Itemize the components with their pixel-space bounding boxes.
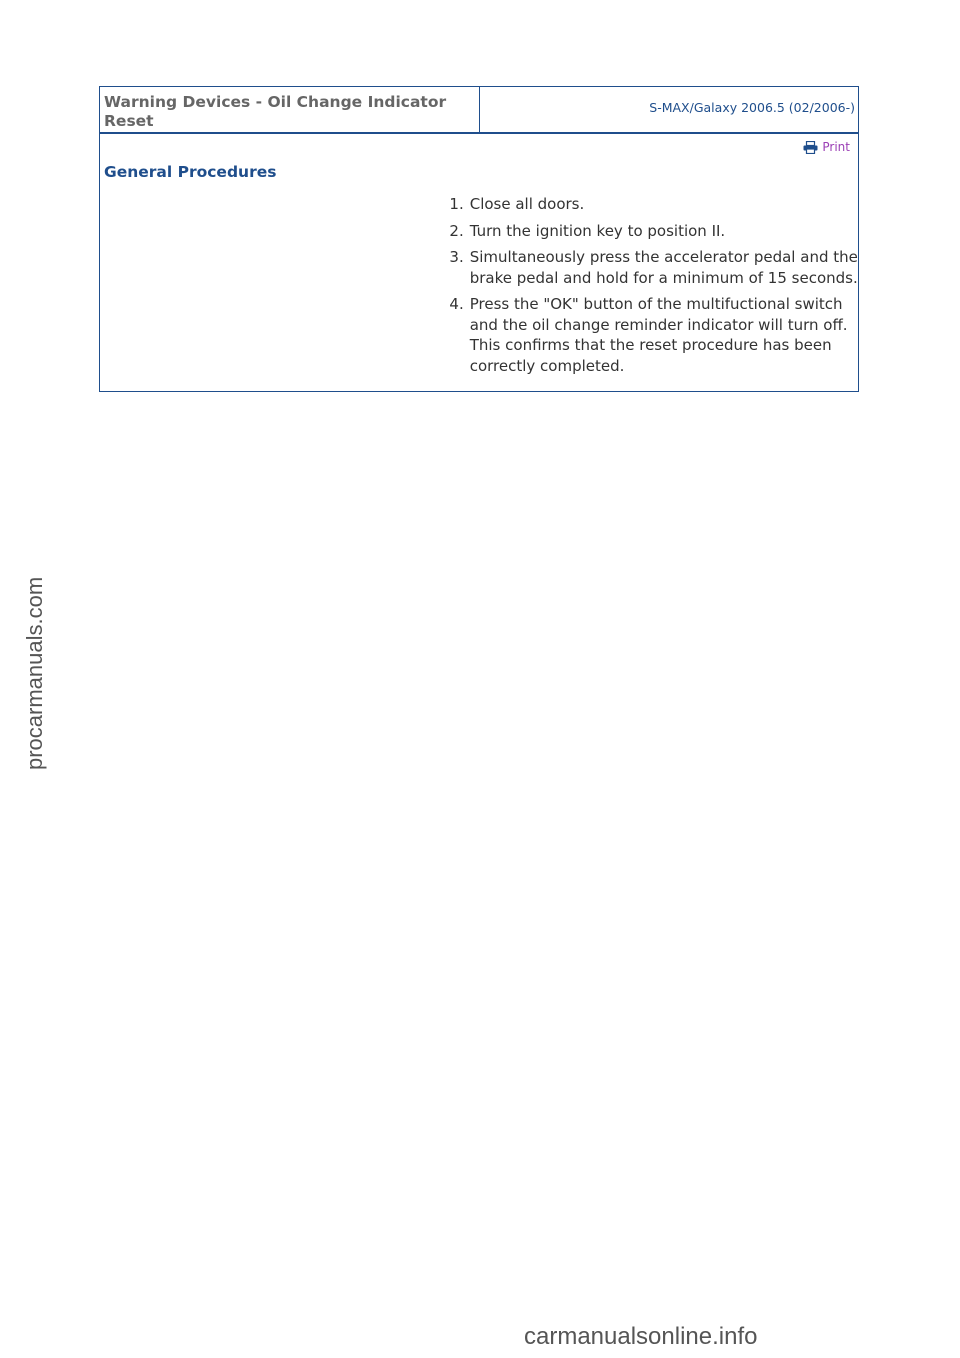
procedure-steps bbox=[400, 194, 860, 382]
step-item bbox=[400, 294, 860, 376]
side-watermark: procarmanuals.com bbox=[22, 576, 47, 770]
bottom-watermark: carmanualsonline.info bbox=[524, 1323, 758, 1350]
step-item bbox=[400, 247, 860, 288]
step-text: Close all doors. bbox=[469, 195, 585, 213]
step-number: 1. bbox=[449, 195, 464, 213]
step-number: 4. bbox=[449, 295, 464, 313]
printer-icon bbox=[803, 141, 818, 154]
step-number: 3. bbox=[449, 248, 464, 266]
section-title: General Procedures bbox=[104, 163, 277, 181]
page-title: Warning Devices - Oil Change Indicator Reset bbox=[100, 87, 480, 132]
print-link[interactable] bbox=[803, 140, 850, 154]
procedure-frame bbox=[99, 86, 859, 392]
print-label: Print bbox=[822, 140, 850, 154]
step-text: Press the "OK" button of the multifuctional switch and the oil change reminder indicator will turn off. This confirms that the reset procedure has been correctly completed. bbox=[469, 295, 848, 375]
step-item bbox=[400, 221, 860, 242]
header bbox=[100, 87, 858, 134]
step-number: 2. bbox=[449, 221, 464, 240]
model-label: S-MAX/Galaxy 2006.5 (02/2006-) bbox=[649, 100, 855, 115]
step-text: Simultaneously press the accelerator pedal and the brake pedal and hold for a minimum of 15 seconds. bbox=[469, 248, 858, 287]
step-text: Turn the ignition key to position II. bbox=[469, 221, 726, 240]
step-item bbox=[400, 194, 860, 215]
